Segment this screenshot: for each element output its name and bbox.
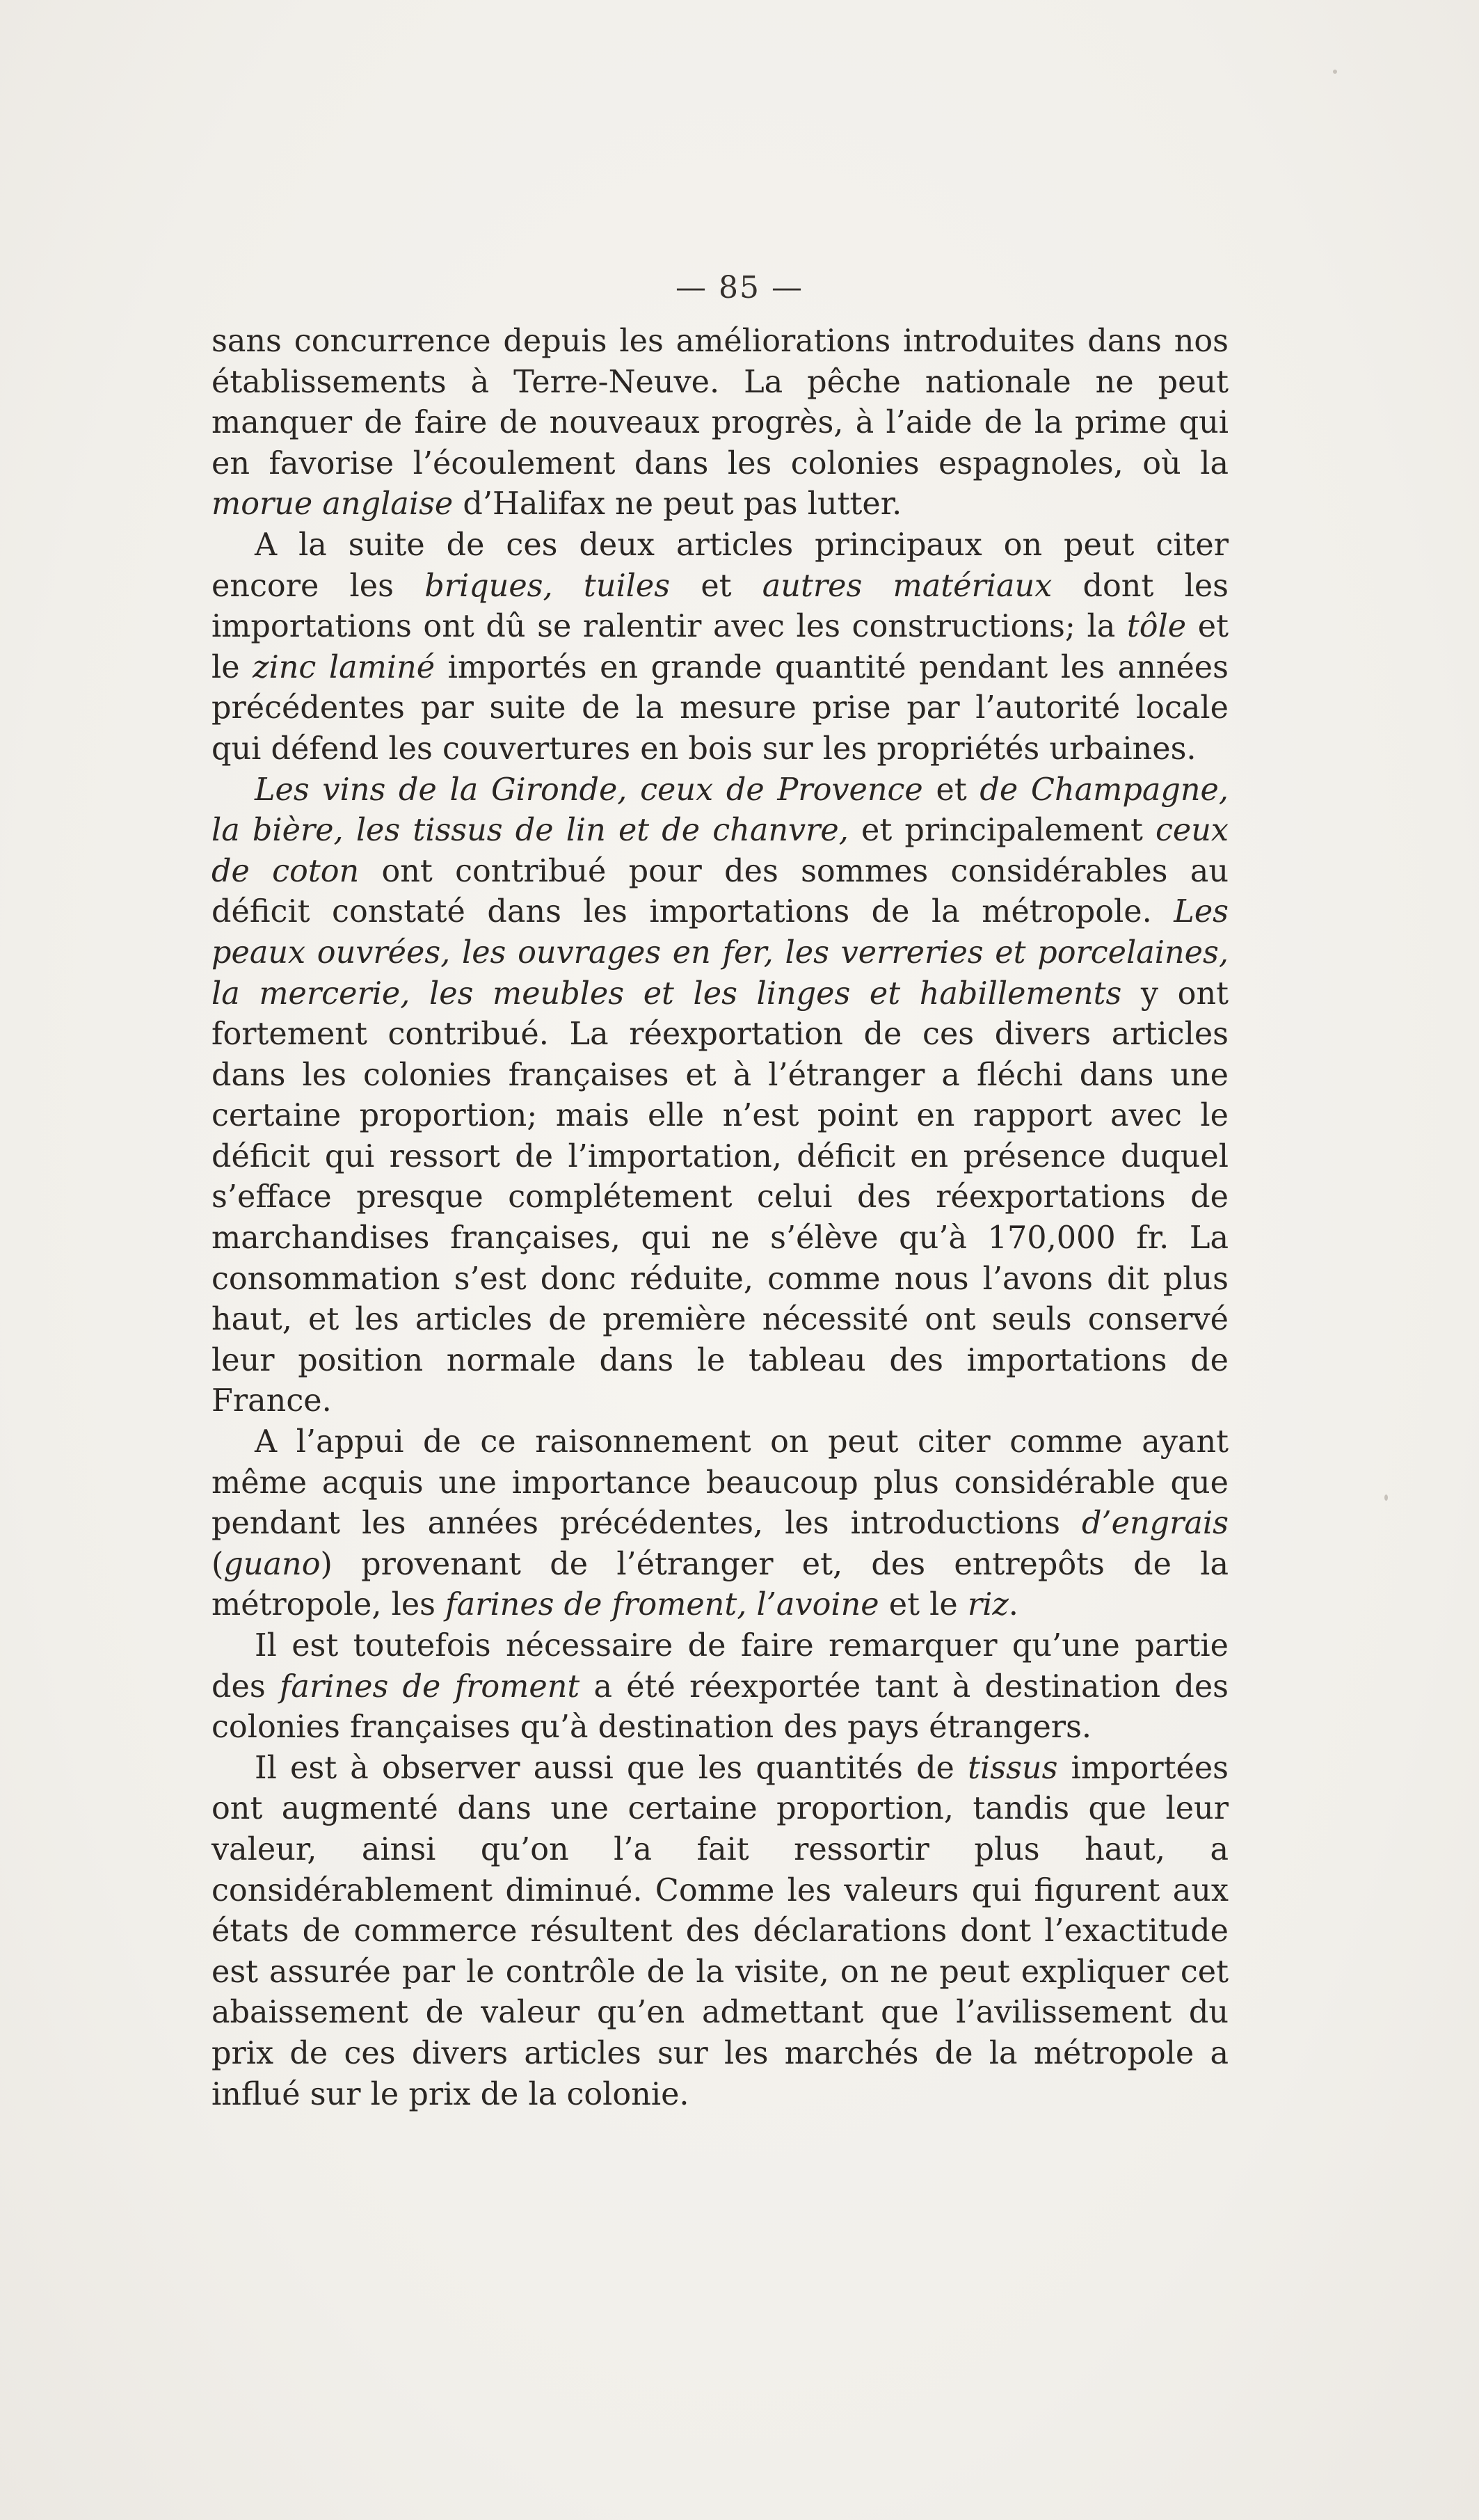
paragraph xyxy=(211,1748,1229,2115)
text-run: Il est toutefois nécessaire de faire remarquer qu’une partie des xyxy=(211,1628,1229,1705)
text-run: y ont fortement contribué. La réexportation de ces divers articles dans les colonies françaises et à l’étranger a fléchi dans une certaine proportion; mais elle n’est point en rapport avec le déficit qui ressort de l’importation, déficit en présence duquel s’efface presque complétement celui des réexportations de marchandises françaises, qui ne s’élève qu’à 170,000 fr. La consommation s’est donc réduite, comme nous l’avons dit plus haut, et les articles de première nécessité ont seuls conservé leur position normale dans le tableau des importations de France. xyxy=(211,975,1229,1419)
text-run: et xyxy=(922,772,980,808)
text-run: d’Halifax ne peut pas lutter. xyxy=(453,486,902,523)
body-text xyxy=(211,321,1229,2115)
italic-text: autres matériaux xyxy=(762,568,1053,604)
italic-text: farines de froment, l’avoine xyxy=(445,1587,879,1623)
text-run: et le xyxy=(211,609,1229,685)
text-run: importés en grande quantité pendant les années précédentes par suite de la mesure prise par l’autorité locale qui défend les couvertures en bois sur les propriétés urbaines. xyxy=(211,649,1229,767)
italic-text: guano xyxy=(223,1546,321,1582)
text-run: et le xyxy=(879,1587,968,1623)
paper-speck xyxy=(1384,1494,1388,1501)
italic-text: farines de froment xyxy=(279,1668,580,1705)
italic-text: tôle xyxy=(1126,609,1187,645)
italic-text: Les peaux ouvrées, les ouvrages en fer, les verreries et porcelaines, la mercerie, les meubles et les linges et habillements xyxy=(211,894,1229,1012)
text-run: ont contribué pour des sommes considérables au déficit constaté dans les importations de la métropole. xyxy=(211,853,1229,930)
paragraph xyxy=(211,525,1229,770)
text-run: et principalement xyxy=(848,813,1156,849)
italic-text: d’engrais xyxy=(1082,1506,1229,1542)
text-run: a été réexportée tant à destination des colonies françaises qu’à destination des pays étrangers. xyxy=(211,1668,1229,1746)
paragraph xyxy=(211,1626,1229,1748)
page-number: — 85 — xyxy=(675,270,804,305)
italic-text: de Champagne, la bière, les tissus de lin et de chanvre, xyxy=(211,772,1229,849)
text-run: ( xyxy=(211,1546,224,1582)
text-run: . xyxy=(1008,1587,1018,1623)
italic-text: tissus xyxy=(968,1750,1058,1786)
paragraph xyxy=(211,1422,1229,1626)
text-run: sans concurrence depuis les améliorations introduites dans nos établissements à Terre-Neuve. La pêche nationale ne peut manquer de faire de nouveaux progrès, à l’aide de la prime qui en favorise l’écoulement dans les colonies espagnoles, où la xyxy=(211,324,1229,481)
text-run: A la suite de ces deux articles principaux on peut citer encore les xyxy=(211,527,1229,604)
text-run: Il est à observer aussi que les quantités de xyxy=(255,1750,968,1786)
text-run: importées ont augmenté dans une certaine proportion, tandis que leur valeur, ainsi qu’on l’a fait ressortir plus haut, a considérablement diminué. Comme les valeurs qui figurent aux états de commerce résultent des déclarations dont l’exactitude est assurée par le contrôle de la visite, on ne peut expliquer cet abaissement de valeur qu’en admettant que l’avilissement du prix de ces divers articles sur les marchés de la métropole a influé sur le prix de la colonie. xyxy=(211,1750,1229,2112)
italic-text: zinc laminé xyxy=(253,649,435,685)
italic-text: morue anglaise xyxy=(211,486,454,523)
italic-text: briques, tuiles xyxy=(424,568,671,604)
text-run: A l’appui de ce raisonnement on peut citer comme ayant même acquis une importance beaucoup plus considérable que pendant les années précédentes, les introductions xyxy=(211,1424,1229,1542)
text-run: ) provenant de l’étranger et, des entrepôts de la métropole, les xyxy=(211,1546,1229,1623)
text-run: et xyxy=(670,568,762,604)
italic-text: ceux de coton xyxy=(211,813,1229,889)
text-run: dont les importations ont dû se ralentir avec les constructions; la xyxy=(211,568,1229,645)
paragraph xyxy=(211,321,1229,525)
italic-text: riz xyxy=(967,1587,1009,1623)
paper-speck xyxy=(1333,70,1337,74)
paragraph xyxy=(211,770,1229,1423)
italic-text: Les vins de la Gironde, ceux de Provence xyxy=(255,772,923,808)
